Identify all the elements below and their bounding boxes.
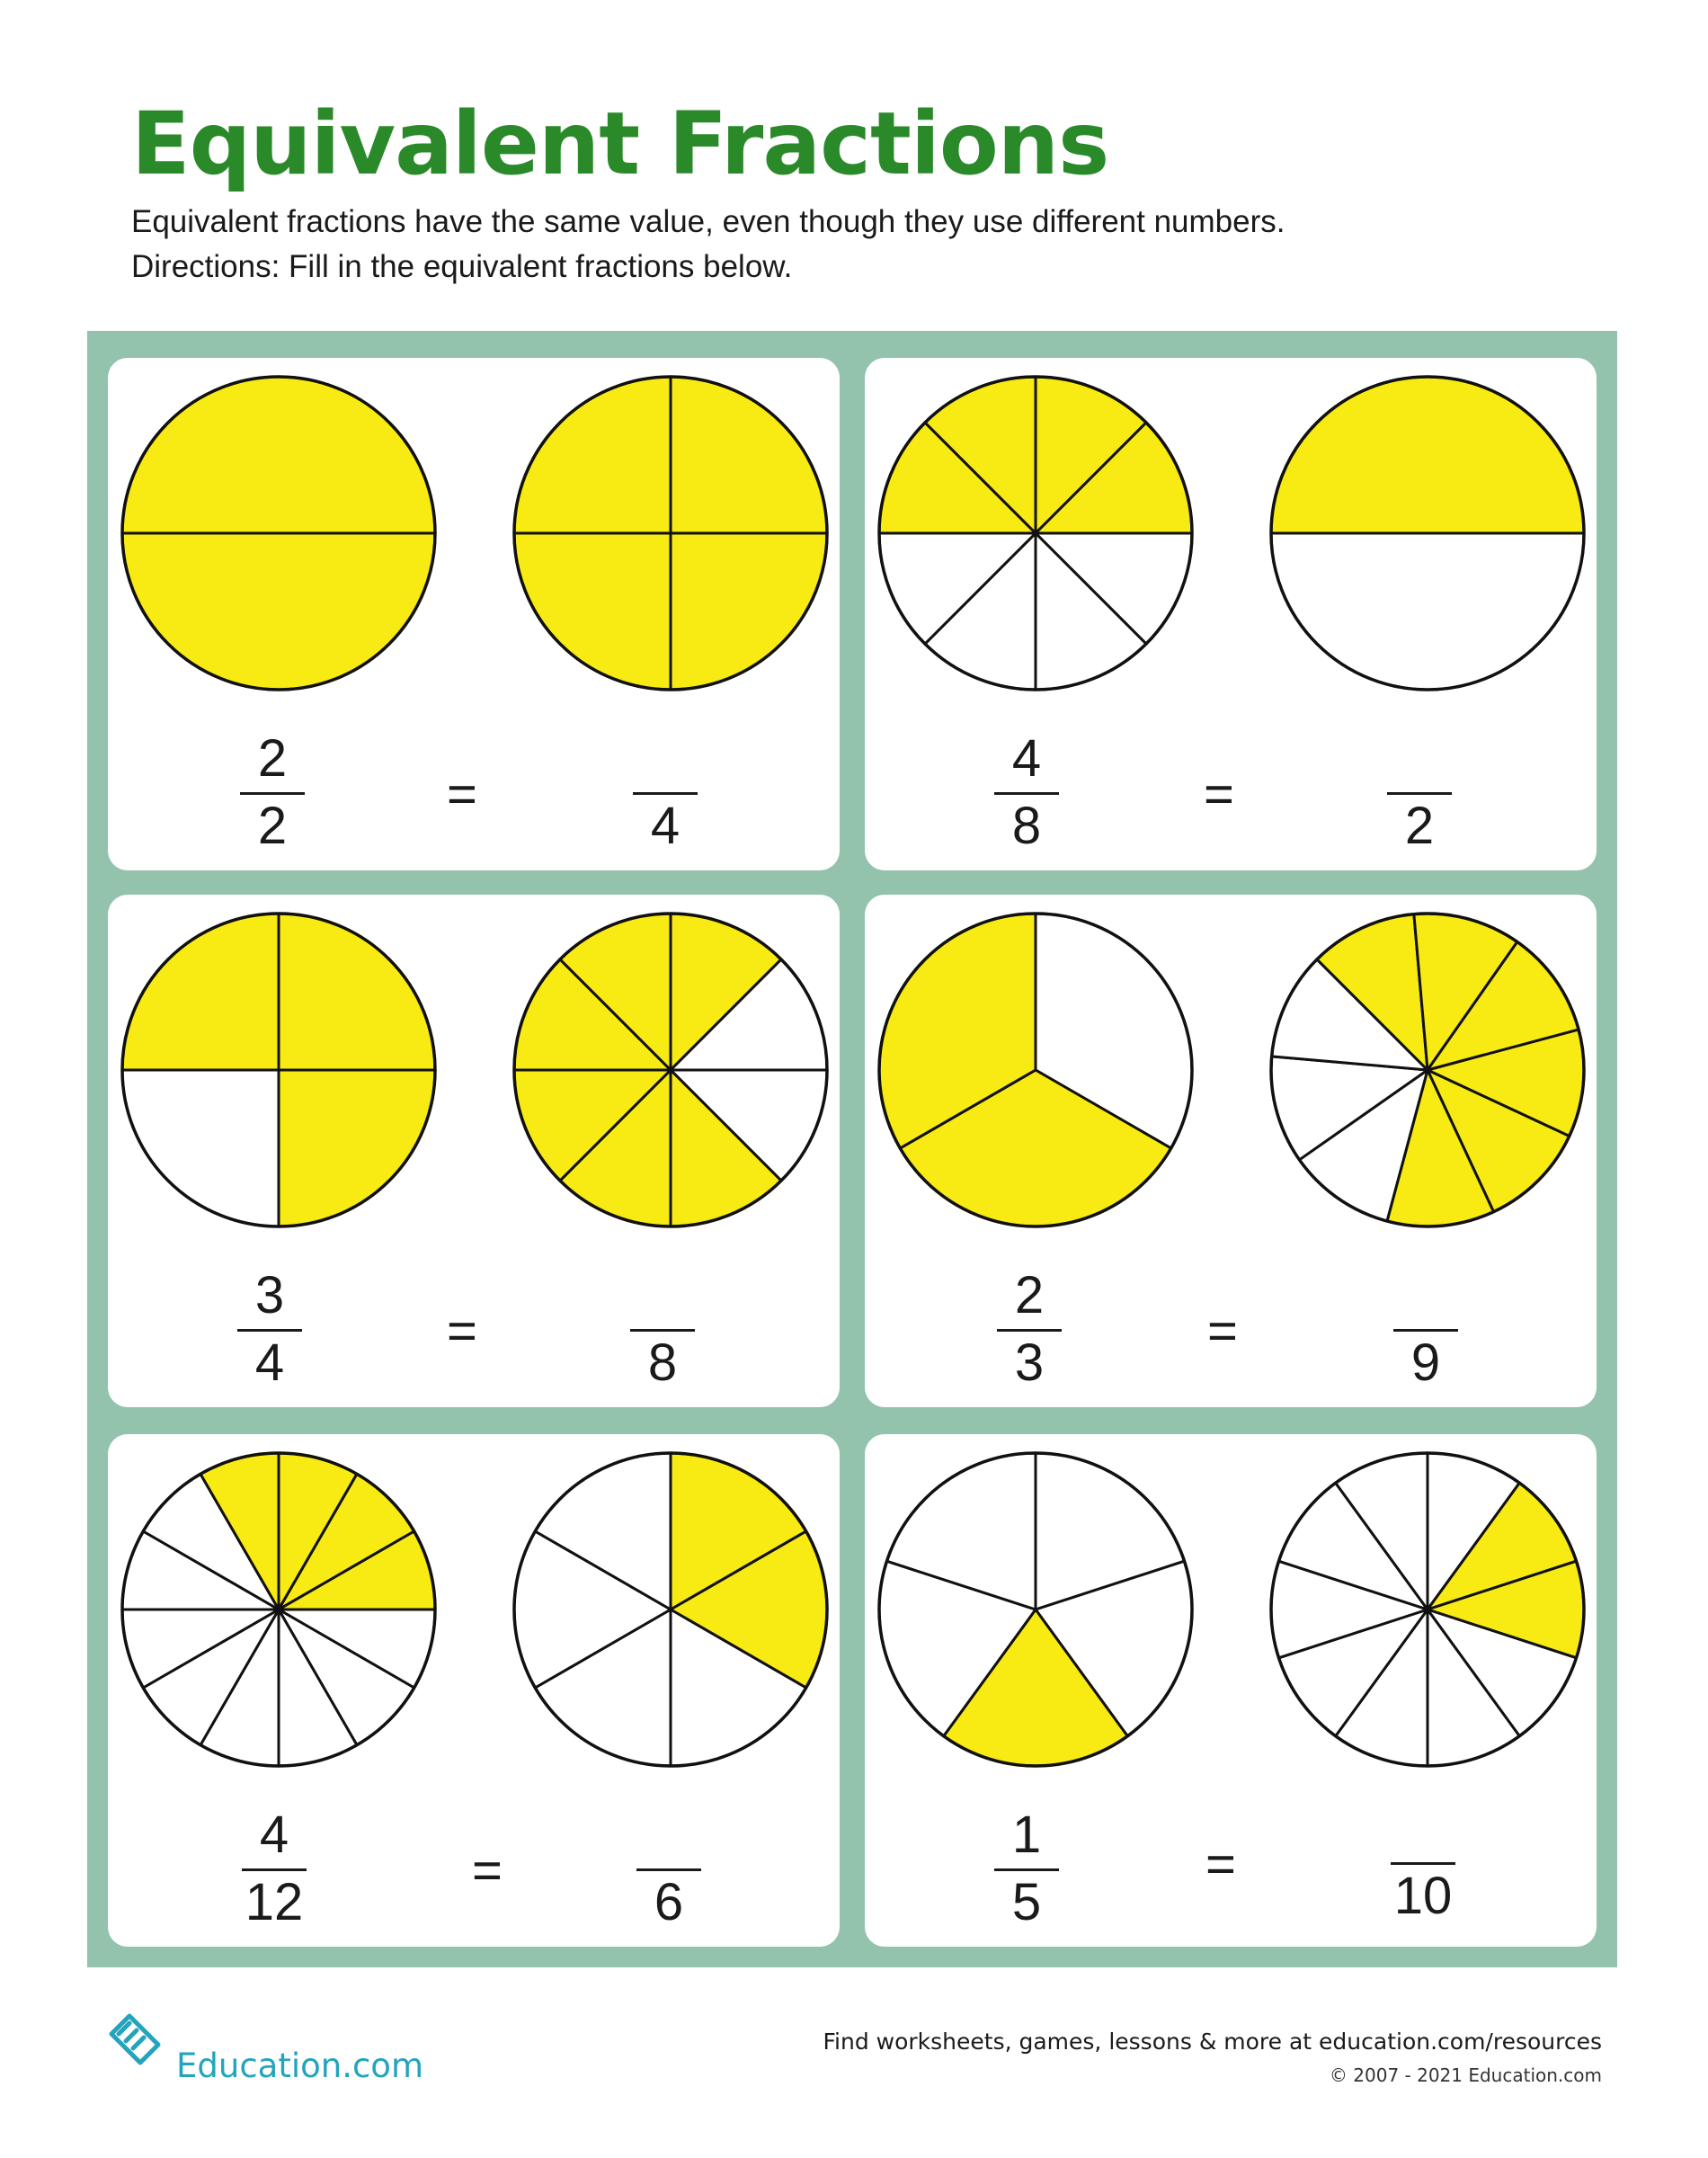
- answer-fraction: [1378, 1803, 1468, 1926]
- pie-slice-shaded: [279, 1070, 435, 1226]
- fraction-pie: [1271, 377, 1584, 690]
- pie-slice-empty: [1271, 533, 1584, 690]
- fraction-bar: [237, 1329, 302, 1332]
- pie-slice-shaded: [1271, 377, 1584, 533]
- given-denominator: 12: [245, 1873, 304, 1931]
- answer-fraction: [618, 1270, 707, 1393]
- problem-panel-4: [865, 895, 1597, 1407]
- problem-panel-1: [108, 358, 840, 870]
- fraction-bar: [1391, 1862, 1455, 1865]
- given-fraction: [984, 1266, 1074, 1393]
- problem-panel-6: [865, 1434, 1597, 1947]
- pie-slice-shaded: [514, 533, 671, 690]
- answer-numerator-blank[interactable]: [1378, 1803, 1468, 1859]
- given-numerator: 3: [254, 1266, 285, 1324]
- pie-pair: [108, 358, 840, 718]
- given-fraction: [982, 729, 1072, 856]
- equals-sign: =: [447, 1302, 477, 1360]
- answer-numerator-blank[interactable]: [618, 1270, 707, 1325]
- pie-pair: [108, 1434, 840, 1794]
- pie-pair: [108, 895, 840, 1254]
- given-denominator: 8: [1011, 797, 1042, 855]
- problem-panel-2: [865, 358, 1597, 870]
- equals-sign: =: [447, 765, 477, 824]
- given-fraction: [229, 1806, 319, 1932]
- given-numerator: 4: [259, 1806, 289, 1864]
- fraction-pie: [1271, 914, 1584, 1226]
- fraction-bar: [994, 1868, 1059, 1871]
- fraction-bar: [997, 1329, 1062, 1332]
- fraction-pie: [122, 1453, 435, 1766]
- fraction-bar: [1393, 1329, 1458, 1332]
- given-denominator: 5: [1011, 1873, 1042, 1931]
- given-denominator: 4: [254, 1333, 285, 1392]
- pie-slice-shaded: [122, 377, 435, 533]
- fraction-pie: [514, 1453, 827, 1766]
- answer-numerator-blank[interactable]: [624, 1809, 714, 1865]
- answer-fraction: [1381, 1270, 1471, 1393]
- fraction-pie: [1271, 1453, 1584, 1766]
- answer-denominator: 9: [1410, 1333, 1441, 1392]
- intro-text: Equivalent fractions have the same value, even though they use different numbers.: [131, 204, 1285, 239]
- pie-slice-shaded: [122, 533, 435, 690]
- pie-pair: [865, 895, 1597, 1254]
- copyright-notice: © 2007 - 2021 Education.com: [1329, 2064, 1602, 2086]
- given-fraction: [982, 1806, 1072, 1932]
- pie-pair: [865, 1434, 1597, 1794]
- worksheet-title: Equivalent Fractions: [131, 94, 1109, 194]
- fraction-pie: [879, 377, 1192, 690]
- answer-fraction: [624, 1809, 714, 1932]
- answer-denominator: 10: [1393, 1867, 1453, 1925]
- answer-denominator: 6: [654, 1873, 684, 1931]
- pie-slice-shaded: [279, 914, 435, 1070]
- problems-board: [87, 331, 1617, 1967]
- fraction-pie: [514, 914, 827, 1226]
- fraction-bar: [636, 1868, 701, 1871]
- problem-panel-5: [108, 1434, 840, 1947]
- given-fraction: [227, 729, 317, 856]
- fraction-bar: [240, 792, 305, 795]
- answer-numerator-blank[interactable]: [1374, 733, 1464, 789]
- fraction-pie: [122, 377, 435, 690]
- fraction-bar: [994, 792, 1059, 795]
- fraction-pie: [879, 914, 1192, 1226]
- pie-slice-shaded: [671, 533, 827, 690]
- directions-text: Directions: Fill in the equivalent fractions below.: [131, 249, 793, 284]
- answer-numerator-blank[interactable]: [620, 733, 710, 789]
- fraction-bar: [630, 1329, 695, 1332]
- answer-fraction: [1374, 733, 1464, 856]
- given-numerator: 2: [1014, 1266, 1045, 1324]
- pie-slice-shaded: [514, 377, 671, 533]
- equals-sign: =: [472, 1841, 503, 1900]
- fraction-pie: [879, 1453, 1192, 1766]
- equals-sign: =: [1207, 1302, 1238, 1360]
- pie-slice-shaded: [671, 377, 827, 533]
- footer-tagline[interactable]: Find worksheets, games, lessons & more at education.com/resources: [823, 2029, 1602, 2055]
- equals-sign: =: [1205, 1835, 1236, 1894]
- given-numerator: 2: [257, 729, 288, 788]
- equals-sign: =: [1204, 765, 1234, 824]
- given-numerator: 4: [1011, 729, 1042, 788]
- given-fraction: [225, 1266, 315, 1393]
- education-logo-icon[interactable]: [106, 2007, 171, 2070]
- pie-slice-shaded: [122, 914, 279, 1070]
- pie-pair: [865, 358, 1597, 718]
- fraction-pie: [514, 377, 827, 690]
- answer-fraction: [620, 733, 710, 856]
- answer-denominator: 2: [1404, 797, 1435, 855]
- given-denominator: 2: [257, 797, 288, 855]
- fraction-bar: [633, 792, 698, 795]
- brand-name[interactable]: Education.com: [176, 2047, 423, 2085]
- given-numerator: 1: [1011, 1806, 1042, 1864]
- fraction-bar: [242, 1868, 307, 1871]
- answer-denominator: 8: [647, 1333, 678, 1392]
- fraction-pie: [122, 914, 435, 1226]
- problem-panel-3: [108, 895, 840, 1407]
- answer-numerator-blank[interactable]: [1381, 1270, 1471, 1325]
- fraction-bar: [1387, 792, 1452, 795]
- pie-slice-empty: [122, 1070, 279, 1226]
- given-denominator: 3: [1014, 1333, 1045, 1392]
- answer-denominator: 4: [650, 797, 681, 855]
